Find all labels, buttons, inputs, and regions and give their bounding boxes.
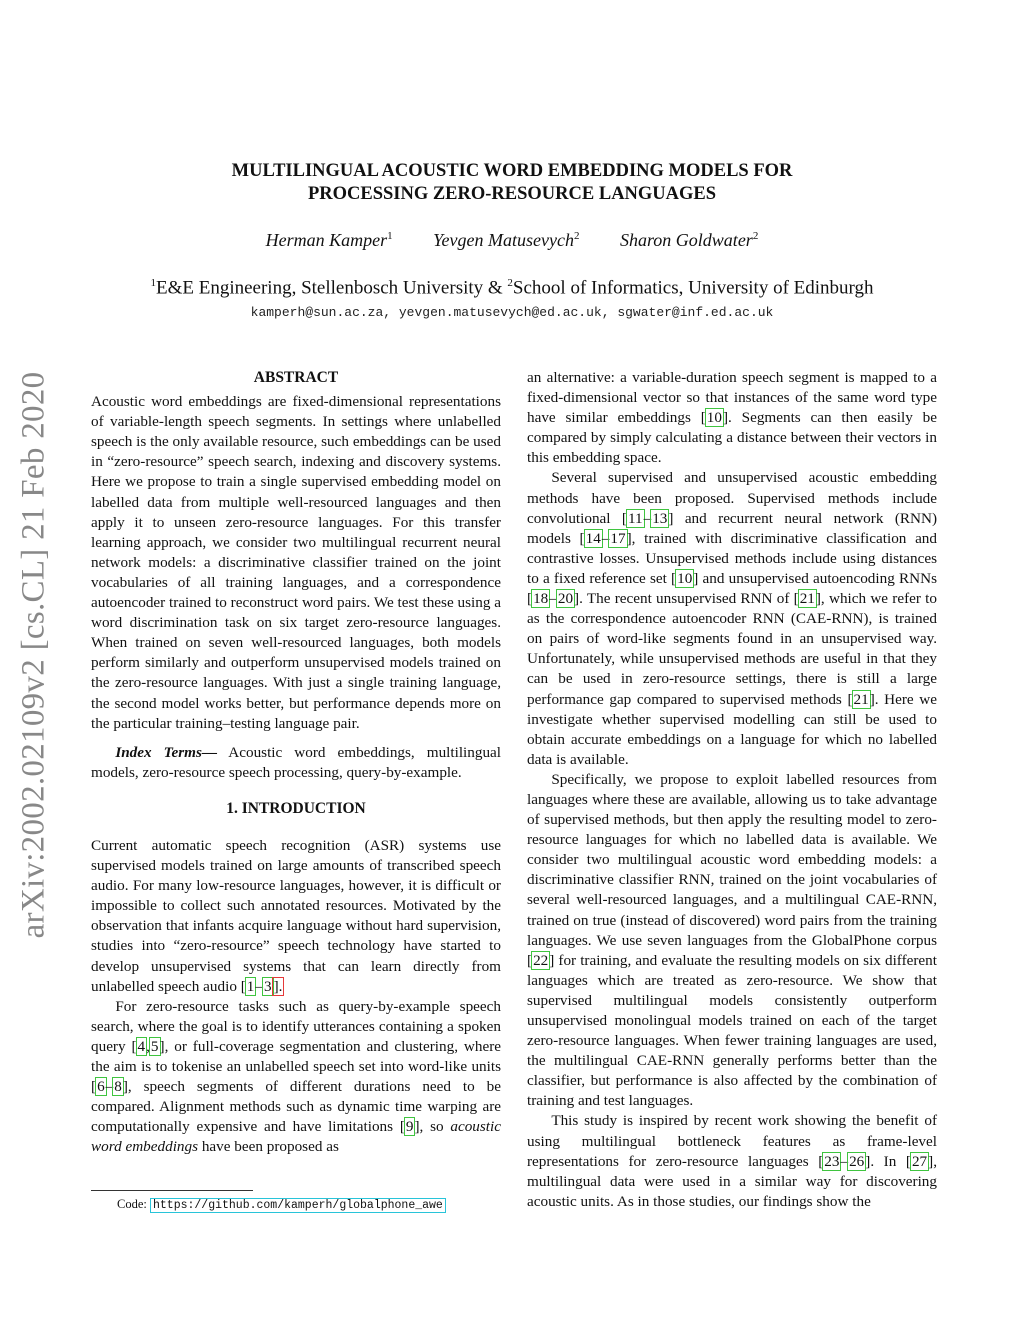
body-paragraph-1: an alternative: a variable-duration speech segment is mapped to a fixed-dimensional vector so that instances of the same word type have similar embeddings [10]. Segments can then easily be compared by simply calculating a distance between their vectors in this embedding space. [527, 369, 937, 467]
author-1: Herman Kamper$^1$ [265, 230, 393, 250]
citation-link[interactable]: 3 [263, 977, 272, 995]
citation-link[interactable]: 1 [246, 977, 255, 995]
title-line-2: PROCESSING ZERO-RESOURCE LANGUAGES [307, 184, 717, 204]
citation-link[interactable]: 5 [150, 1037, 159, 1055]
citation-link[interactable]: 6 [97, 1078, 105, 1096]
body-paragraph-3: Specifically, we propose to exploit labelled resources from languages where these are available, allowing us to take advantage of supervised methods, but then apply the resulting model to zero-resource languages for which no labelled data is available. We consider two multilingual acoustic word embedding models: a discriminative classifier RNN, trained on the joint vocabularies of several well-resourced languages, and a multilingual CAE-RNN, trained on true (instead of discovered) word pairs from the training languages. We use seven languages from the GlobalPhone corpus [22] for training, and evaluate the resulting models on six different languages which are treated as zero-resource. We show that supervised multilingual models consistently outperform unsupervised monolingual models trained on each of the target zero-resource languages. When fewer training languages are used, the multilingual CAE-RNN generally performs better than the classifier, but performance is also affected by the combination of training and test languages. [527, 770, 937, 1110]
citation-link[interactable]: 13 [652, 509, 668, 527]
footnote-label: Code: [117, 1197, 150, 1211]
citation-link[interactable]: 26 [849, 1152, 865, 1170]
index-terms [91, 743, 501, 783]
citation-link[interactable]: 27 [911, 1152, 928, 1170]
citation-link[interactable]: 8 [114, 1078, 122, 1096]
body-paragraph-2: Several supervised and unsupervised acoustic embedding methods have been proposed. Supervised methods include convolutional [11–13] and recurrent neural network (RNN) models [14–17], trained with discriminative classification and contrastive losses. Unsupervised methods include using distances to a fixed reference set [10] and unsupervised autoencoding RNNs [18–20]. The recent unsupervised RNN of [21], which we refer to as the correspondence autoencoder RNN (CAE-RNN), is trained on pairs of word-like segments found in an unsupervised way. Unfortunately, while unsupervised methods are useful in that they can be used in zero-resource settings, there is still a large performance gap compared to supervised methods [21]. Here we investigate whether supervised modelling can still be used to obtain accurate embeddings on a language for which no labelled data is available. [527, 469, 938, 768]
index-terms-label: Index Terms— [115, 743, 218, 761]
author-emails[interactable]: kamperh@sun.ac.za, yevgen.matusevych@ed.ac.uk, sgwater@inf.ed.ac.uk [250, 305, 774, 320]
citation-link[interactable]: 9 [405, 1118, 414, 1136]
author-list [0, 230, 1024, 251]
citation-link[interactable]: 10 [677, 569, 693, 587]
title-line-1: MULTILINGUAL ACOUSTIC WORD EMBEDDING MODELS FOR [231, 161, 793, 181]
citation-link[interactable]: 22 [533, 951, 549, 969]
citation-link[interactable]: 23 [824, 1152, 840, 1170]
footnote [91, 1190, 501, 1212]
arxiv-id: arXiv:2002.02109v2 [cs.CL] 21 Feb 2020 [15, 371, 52, 939]
citation-link[interactable]: 11 [627, 509, 643, 527]
author-2: Yevgen Matusevych$^2$ [433, 230, 580, 250]
right-column [527, 368, 937, 1212]
citation-link[interactable]: 21 [799, 590, 815, 608]
index-terms-text: Acoustic word embeddings, multilingual models, zero-resource speech processing, query-by-example. [91, 743, 502, 781]
citation-link[interactable]: ]. [273, 977, 283, 995]
abstract-heading: ABSTRACT [253, 369, 339, 386]
left-column [91, 368, 501, 1157]
paper-title [0, 160, 1024, 206]
citation-link[interactable]: 18 [533, 590, 549, 608]
body-paragraph-4: This study is inspired by recent work showing the benefit of using multilingual bottleneck features as frame-level representations for zero-resource languages [23–26]. In [27], multilingual data were used in a similar way for discovering acoustic units. As in those studies, our findings show the [527, 1112, 937, 1210]
citation-link[interactable]: 14 [585, 529, 601, 547]
arxiv-stamp [14, 360, 54, 950]
emphasis-term: acoustic word embeddings [91, 1118, 501, 1156]
affiliations: $^1$E&E Engineering, Stellenbosch University & $^2$School of Informatics, University of Edinburgh [150, 277, 874, 299]
introduction-heading: 1. INTRODUCTION [226, 799, 366, 817]
citation-link[interactable]: 21 [853, 690, 869, 708]
citation-link[interactable]: 20 [557, 590, 574, 608]
code-link[interactable]: https://github.com/kamperh/globalphone_awe [150, 1198, 446, 1213]
abstract-text: Acoustic word embeddings are fixed-dimensional representations of variable-length speech segments. In settings where unlabelled speech is the only available resource, such embeddings can be used in “zero-resource” speech search, indexing and discovery systems. Here we propose to train a single supervised embedding model on labelled data from multiple well-resourced languages and then apply it to unseen zero-resource languages. For this transfer learning approach, we consider two multilingual recurrent neural network models: a discriminative classifier trained on the joint vocabularies of all training languages, and a correspondence autoencoder trained to reconstruct word pairs. We test these using a word discrimination task on six target zero-resource languages. When trained on seven well-resourced languages, both models perform similarly and outperform unsupervised models trained on the zero-resource languages. With just a single training language, the second model works better, but performance depends more on the particular training–testing language pair. [91, 393, 501, 732]
intro-paragraph-1: Current automatic speech recognition (ASR) systems use supervised models trained on large amounts of transcribed speech audio. For many low-resource languages, however, it is difficult or impossible to collect such annotated resources. Motivated by the observation that infants acquire language without hard supervision, studies into “zero-resource” speech technology have started to develop unsupervised systems that can learn directly from unlabelled speech audio [1–3 ]. [91, 836, 501, 995]
citation-link[interactable]: 17 [610, 529, 626, 547]
intro-paragraph-2: For zero-resource tasks such as query-by-example speech search, where the goal is to identify utterances containing a spoken query [4,5], or full-coverage segmentation and clustering, where the aim is to tokenise an unlabelled speech set into word-like units [6–8], speech segments of different durations need to be compared. Alignment methods such as dynamic time warping are computationally expensive and have limitations [9], so acoustic word embeddings have been proposed as [91, 997, 501, 1156]
author-3: Sharon Goldwater$^2$ [619, 230, 759, 250]
citation-link[interactable]: 4 [137, 1037, 146, 1055]
citation-link[interactable]: 10 [706, 409, 722, 427]
footnote-rule [91, 1190, 253, 1191]
